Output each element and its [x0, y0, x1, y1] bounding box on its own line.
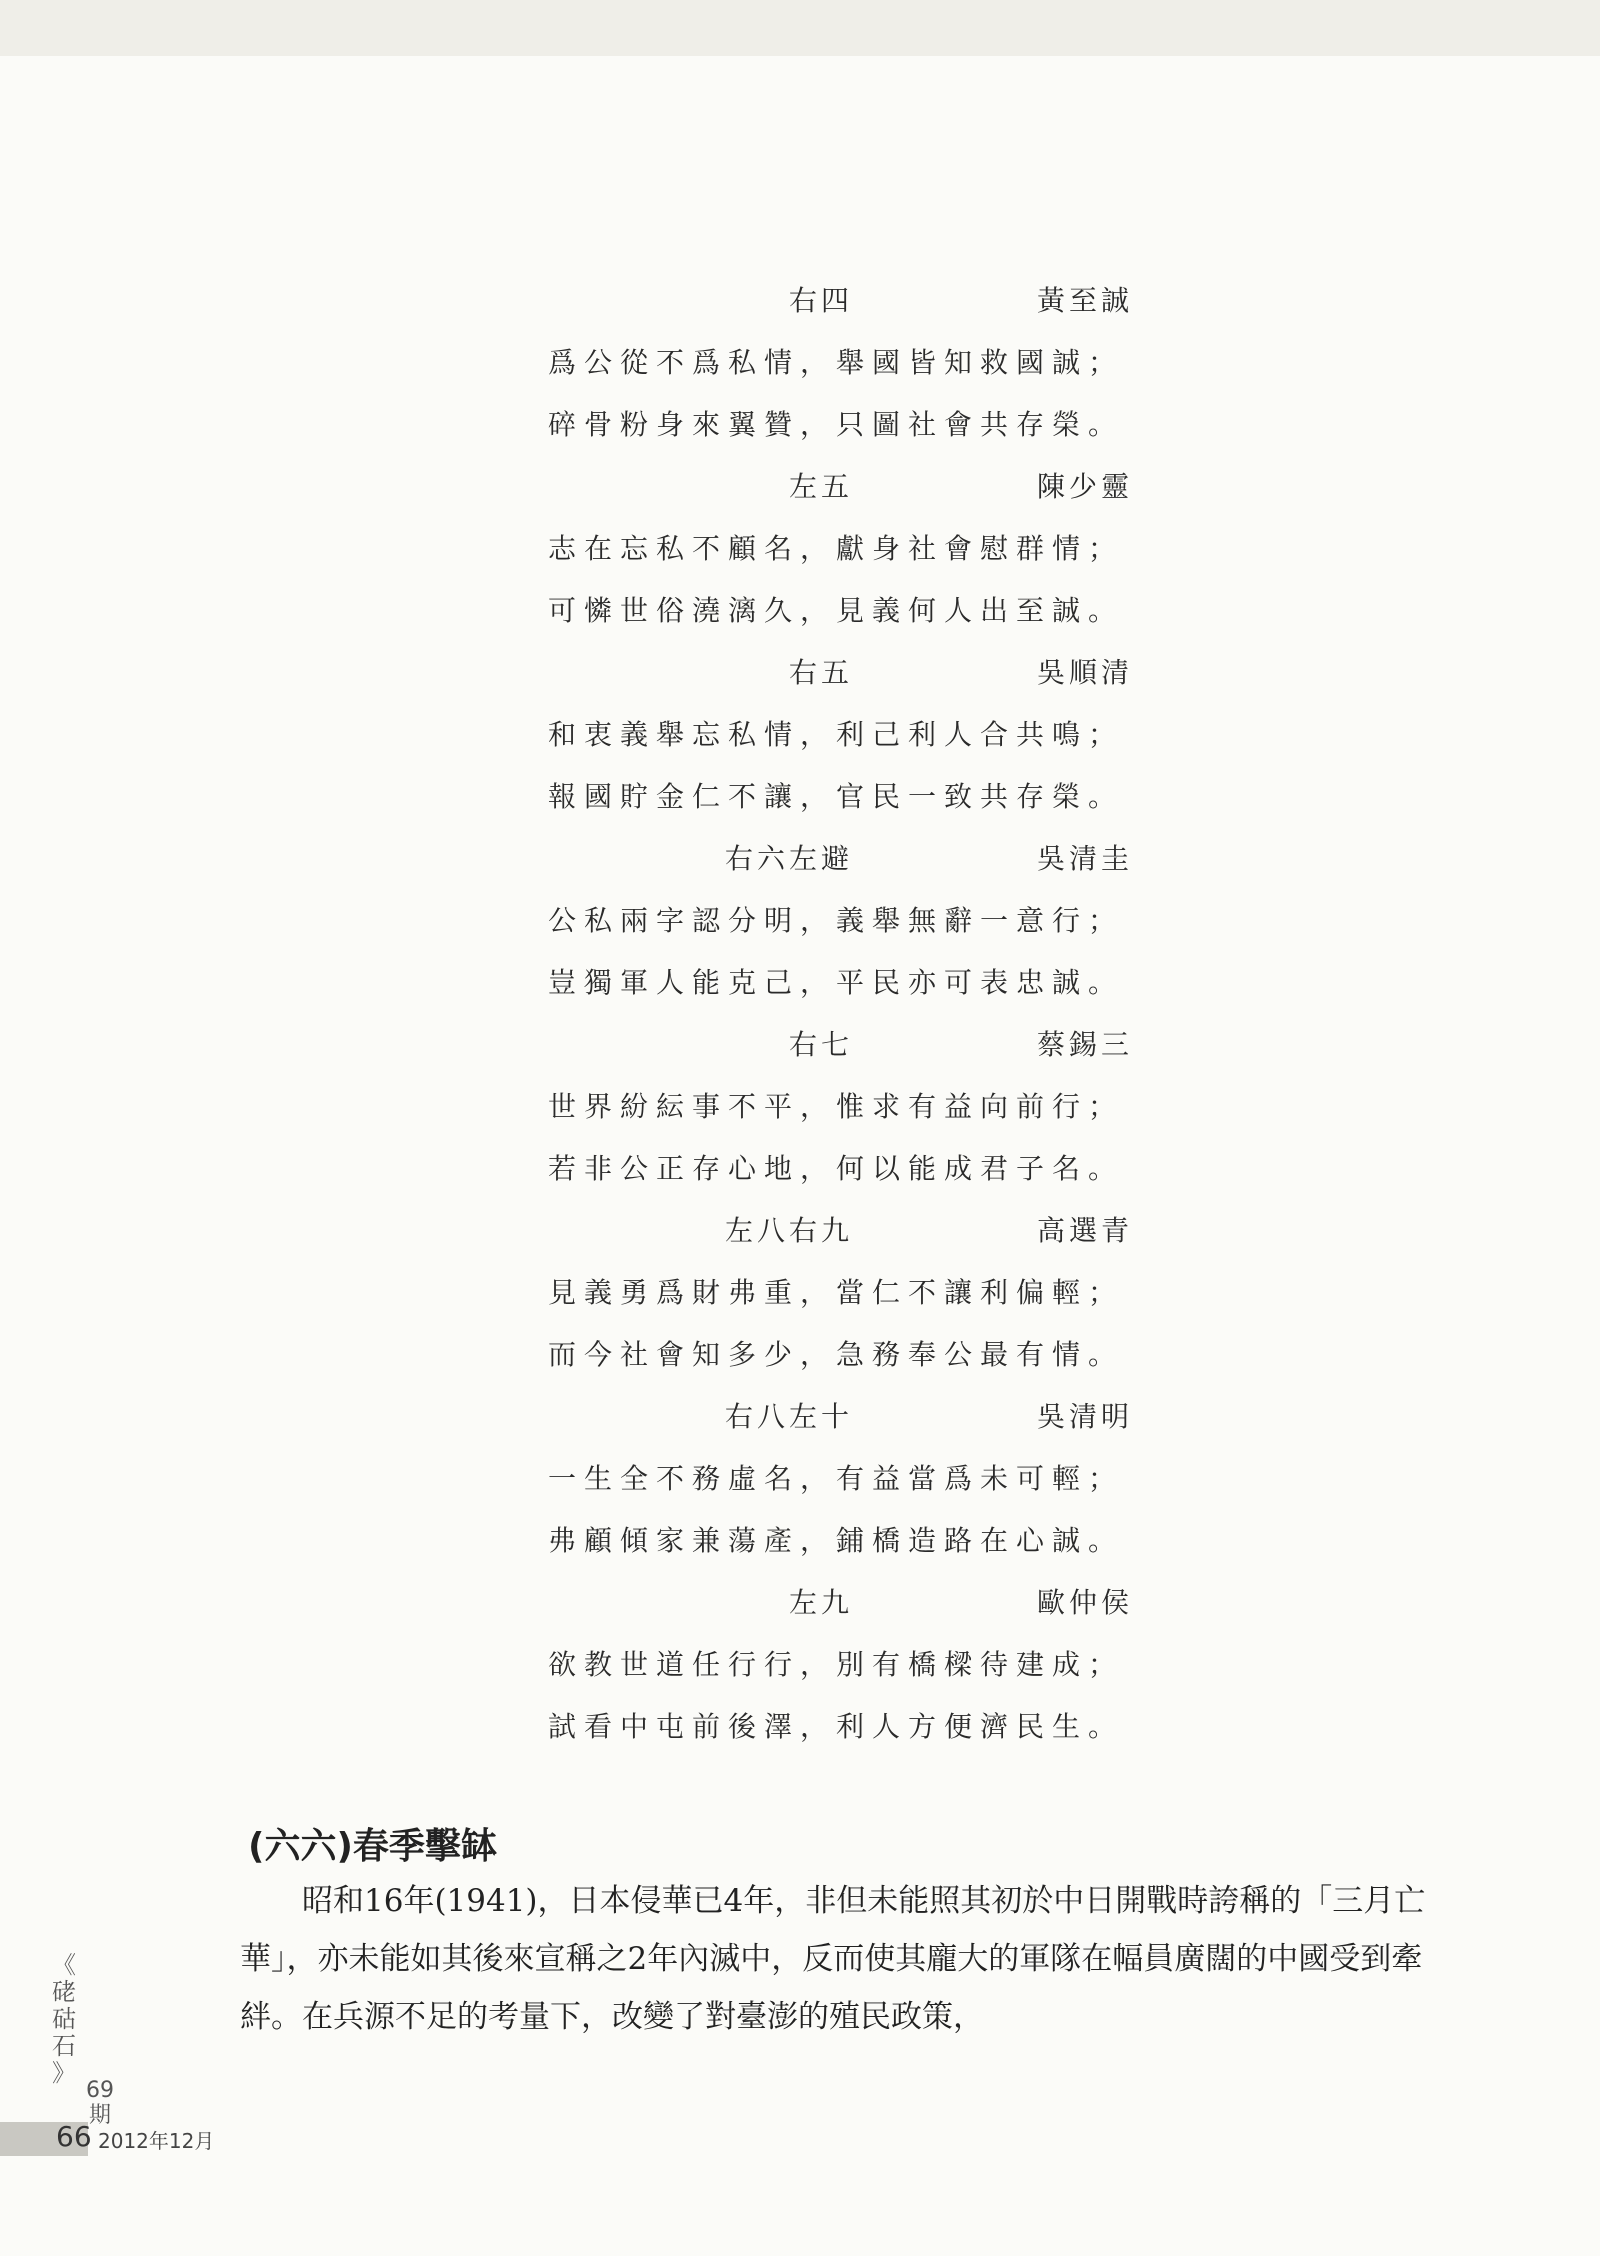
poet-name: 蔡錫三 [1036, 1028, 1133, 1061]
poem-rank: 左九 [788, 1586, 853, 1619]
page-number: 66 [56, 2120, 92, 2153]
poet-name: 陳少靈 [1036, 470, 1133, 503]
poem-line: 而今社會知多少，急務奉公最有情。 [548, 1338, 1125, 1371]
poem-rank: 右八左十 [724, 1400, 853, 1433]
poem-line: 公私兩字認分明，義舉無辭一意行； [548, 904, 1125, 937]
poem-line: 豈獨軍人能克己，平民亦可表忠誠。 [548, 966, 1125, 999]
poem-entry [548, 1014, 1148, 1200]
poem-line: 試看中屯前後澤，利人方便濟民生。 [548, 1710, 1125, 1743]
poem-line: 報國貯金仁不讓，官民一致共存榮。 [548, 780, 1125, 813]
publication-title-char: 𥑮 [52, 2005, 76, 2033]
poet-name: 歐仲侯 [1036, 1586, 1133, 1619]
body-paragraph-container [240, 1872, 1440, 2046]
poem-rank: 右七 [788, 1028, 853, 1061]
poem-line: 志在忘私不顧名，獻身社會慰群情； [548, 532, 1125, 565]
issue-suffix: 期 [88, 2103, 111, 2128]
poem-line: 和衷義舉忘私情，利己利人合共鳴； [548, 718, 1125, 751]
poet-name: 吳順清 [1036, 656, 1133, 689]
poem-entry [548, 1572, 1148, 1758]
publication-title-char: 《 [52, 1951, 76, 1979]
poem-line: 一生全不務虛名，有益當爲未可輕； [548, 1462, 1125, 1495]
poem-rank: 右四 [788, 284, 853, 317]
section-heading: (六六)春季擊缽 [248, 1826, 497, 1867]
issue-number: 69 [86, 2078, 114, 2103]
poem-line: 欲教世道任行行，別有橋樑待建成； [548, 1648, 1125, 1681]
poem-entry [548, 1200, 1148, 1386]
poet-name: 吳清圭 [1036, 842, 1133, 875]
poem-header [548, 1572, 1148, 1634]
poem-header [548, 828, 1148, 890]
poem-list [548, 270, 1148, 1758]
poem-rank: 右五 [788, 656, 853, 689]
poem-line: 碎骨粉身來翼贊，只圖社會共存榮。 [548, 408, 1125, 441]
poem-line: 見義勇爲財弗重，當仁不讓利偏輕； [548, 1276, 1125, 1309]
poem-entry [548, 642, 1148, 828]
poem-header [548, 456, 1148, 518]
poem-rank: 左八右九 [724, 1214, 853, 1247]
poet-name: 黃至誠 [1036, 284, 1133, 317]
poem-line: 可憐世俗澆漓久，見義何人出至誠。 [548, 594, 1125, 627]
scan-top-margin [0, 0, 1600, 56]
poem-rank: 左五 [788, 470, 853, 503]
poem-header [548, 1200, 1148, 1262]
poem-header [548, 642, 1148, 704]
poem-line: 若非公正存心地，何以能成君子名。 [548, 1152, 1125, 1185]
issue-date: 2012年12月 [98, 2129, 215, 2153]
poem-header [548, 1014, 1148, 1076]
poem-header [548, 270, 1148, 332]
poem-line: 弗顧傾家兼蕩產，鋪橋造路在心誠。 [548, 1524, 1125, 1557]
publication-title-char: 硓 [52, 1978, 76, 2006]
poem-entry [548, 828, 1148, 1014]
poem-entry [548, 456, 1148, 642]
publication-title-char: 》 [52, 2059, 76, 2087]
poem-entry [548, 270, 1148, 456]
poem-entry [548, 1386, 1148, 1572]
poem-rank: 右六左避 [724, 842, 853, 875]
poem-line: 世界紛紜事不平，惟求有益向前行； [548, 1090, 1125, 1123]
poet-name: 吳清明 [1036, 1400, 1133, 1433]
publication-title-vertical [44, 1952, 84, 2087]
body-paragraph: 昭和16年(1941)，日本侵華已4年，非但未能照其初於中日開戰時誇稱的「三月亡華」，亦未能如其後來宣稱之2年內滅中，反而使其龐大的軍隊在幅員廣闊的中國受到牽絆。在兵源不足的考量下，改變了對臺澎的殖民政策， [240, 1883, 1426, 2035]
poem-header [548, 1386, 1148, 1448]
poem-line: 爲公從不爲私情，舉國皆知救國誠； [548, 346, 1125, 379]
poet-name: 高選青 [1036, 1214, 1133, 1247]
publication-title-char: 石 [52, 2032, 76, 2060]
